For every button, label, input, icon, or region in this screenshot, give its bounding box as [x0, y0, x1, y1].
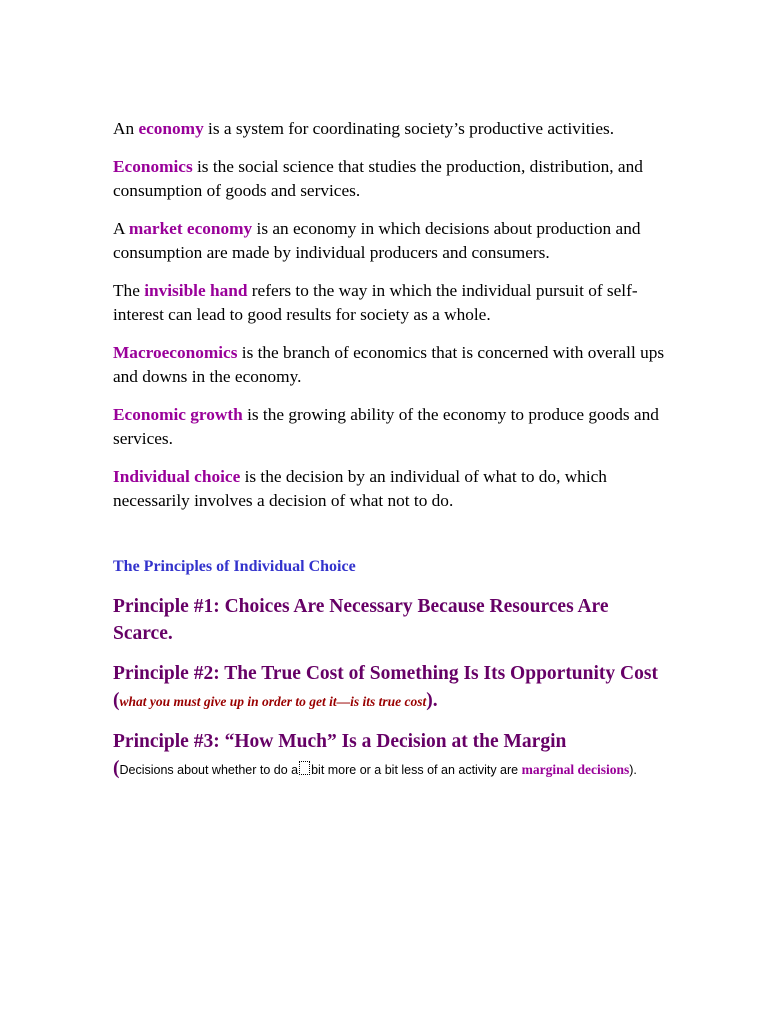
principle-3-note	[120, 763, 522, 777]
missing-glyph-icon	[299, 761, 310, 775]
principle-2	[113, 660, 673, 715]
principle-2-note: what you must give up in order to get it—is its true cost	[119, 694, 427, 709]
definition-text: A	[113, 219, 129, 238]
definition-text: is an economy in which decisions about production and consumption are made by individual producers and consumers.	[113, 219, 641, 262]
definition-text: is the growing ability of the economy to produce goods and services.	[113, 405, 659, 448]
term-macroeconomics: Macroeconomics	[113, 343, 238, 362]
definition-invisible-hand	[113, 279, 673, 327]
principle-1: Principle #1: Choices Are Necessary Because Resources Are Scarce.	[113, 596, 609, 644]
principle-3-close: ).	[629, 763, 637, 777]
definition-market-economy	[113, 217, 673, 265]
term-invisible-hand: invisible hand	[144, 281, 248, 300]
definition-text: The	[113, 281, 145, 300]
definition-economics	[113, 155, 673, 203]
term-marginal-decisions: marginal decisions	[521, 762, 630, 777]
term-individual-choice: Individual choice	[113, 467, 241, 486]
principle-3-note-a: Decisions about whether to do a	[119, 763, 299, 777]
definition-individual-choice	[113, 465, 673, 513]
section-title: The Principles of Individual Choice	[113, 558, 356, 575]
principle-2-title: Principle #2: The True Cost of Something Is Its Opportunity Cost (	[113, 663, 658, 711]
term-economic-growth: Economic growth	[113, 405, 243, 424]
principle-3-note-b: bit more or a bit less of an activity are	[311, 763, 522, 777]
term-economy: economy	[138, 119, 204, 138]
term-economics: Economics	[113, 157, 193, 176]
definition-economic-growth	[113, 403, 673, 451]
definition-text: is the decision by an individual of what to do, which necessarily involves a decision of what not to do.	[113, 467, 607, 510]
definition-economy	[113, 117, 673, 141]
definition-text: An	[113, 119, 139, 138]
definition-text: is the branch of economics that is concerned with overall ups and downs in the economy.	[113, 343, 665, 386]
term-market-economy: market economy	[128, 219, 253, 238]
definition-text: refers to the way in which the individual pursuit of self- interest can lead to good results for society as a whole.	[113, 281, 638, 324]
principle-3-title: Principle #3: “How Much” Is a Decision at the Margin	[113, 731, 567, 752]
definition-text: is the social science that studies the production, distribution, and consumption of goods and services.	[113, 157, 643, 200]
principle-3-open: (	[113, 758, 120, 779]
principle-3	[113, 728, 673, 784]
definition-macroeconomics	[113, 341, 673, 389]
principle-2-close: ).	[426, 690, 438, 711]
definition-text: is a system for coordinating society’s productive activities.	[203, 119, 615, 138]
document-page	[113, 117, 673, 797]
